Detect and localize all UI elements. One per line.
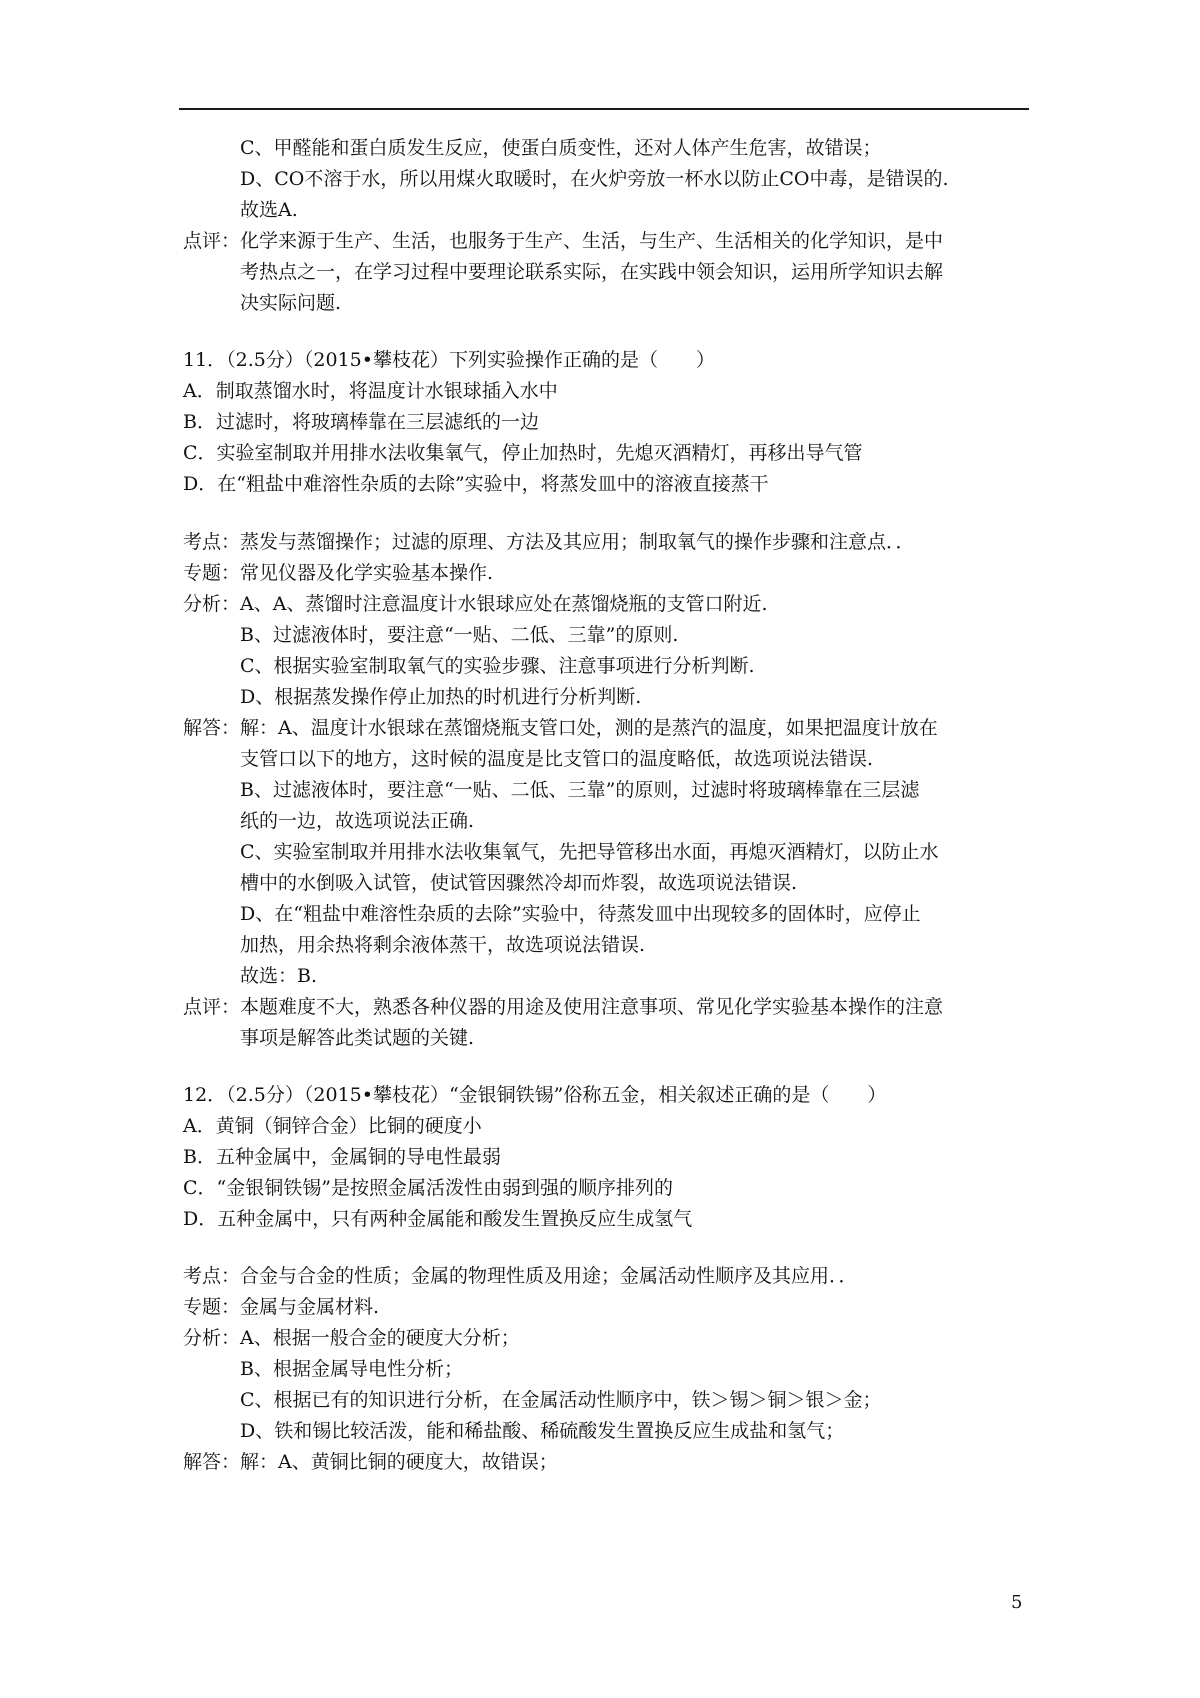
- exam-point-line: 考点：合金与合金的性质；金属的物理性质及用途；金属活动性顺序及其应用．．: [183, 1265, 858, 1287]
- answer-line: 解答：解：A、温度计水银球在蒸馏烧瓶支管口处，测的是蒸汽的温度，如果把温度计放在: [183, 717, 938, 739]
- question-option: A．黄铜（铜锌合金）比铜的硬度小: [183, 1115, 482, 1137]
- text-line: D、在“粗盐中难溶性杂质的去除”实验中，待蒸发皿中出现较多的固体时，应停止: [240, 903, 921, 925]
- text-line: D、铁和锡比较活泼，能和稀盐酸、稀硫酸发生置换反应生成盐和氢气；: [240, 1420, 845, 1442]
- text-line: 决实际问题.: [240, 292, 342, 314]
- text-line: 事项是解答此类试题的关键.: [240, 1027, 475, 1049]
- header-rule: [179, 108, 1029, 110]
- text-line: 考热点之一，在学习过程中要理论联系实际，在实践中领会知识，运用所学知识去解: [240, 261, 944, 283]
- text-line: 支管口以下的地方，这时候的温度是比支管口的温度略低，故选项说法错误.: [240, 748, 874, 770]
- text-line: B、过滤液体时，要注意“一贴、二低、三靠”的原则.: [240, 624, 679, 646]
- text-line: 纸的一边，故选项说法正确.: [240, 810, 475, 832]
- text-line: 故选：B.: [240, 965, 318, 987]
- question-option: D．在“粗盐中难溶性杂质的去除”实验中，将蒸发皿中的溶液直接蒸干: [183, 473, 769, 495]
- question-title: 11．（2.5分）（2015•攀枝花）下列实验操作正确的是（ ）: [183, 349, 715, 371]
- page-number: 5: [1011, 1592, 1023, 1613]
- question-title: 12．（2.5分）（2015•攀枝花）“金银铜铁锡”俗称五金，相关叙述正确的是（ ）: [183, 1084, 887, 1106]
- question-option: B．过滤时，将玻璃棒靠在三层滤纸的一边: [183, 411, 539, 433]
- question-option: A．制取蒸馏水时，将温度计水银球插入水中: [183, 380, 558, 402]
- text-line: 槽中的水倒吸入试管，使试管因骤然冷却而炸裂，故选项说法错误.: [240, 872, 798, 894]
- analysis-line: 分析：A、根据一般合金的硬度大分析；: [183, 1327, 520, 1349]
- text-line: C、根据已有的知识进行分析，在金属活动性顺序中，铁＞锡＞铜＞银＞金；: [240, 1389, 882, 1411]
- text-line: C、实验室制取并用排水法收集氧气，先把导管移出水面，再熄灭酒精灯，以防止水: [240, 841, 939, 863]
- analysis-line: 分析：A、A、蒸馏时注意温度计水银球应处在蒸馏烧瓶的支管口附近.: [183, 593, 768, 615]
- answer-line: 解答：解：A、黄铜比铜的硬度大，故错误；: [183, 1451, 558, 1473]
- question-option: C．实验室制取并用排水法收集氧气，停止加热时，先熄灭酒精灯，再移出导气管: [183, 442, 863, 464]
- question-option: D．五种金属中，只有两种金属能和酸发生置换反应生成氢气: [183, 1208, 693, 1230]
- text-line: C、根据实验室制取氧气的实验步骤、注意事项进行分析判断.: [240, 655, 755, 677]
- review-line: 点评：本题难度不大，熟悉各种仪器的用途及使用注意事项、常见化学实验基本操作的注意: [183, 996, 944, 1018]
- text-line: 故选A.: [240, 199, 298, 221]
- review-line: 点评：化学来源于生产、生活，也服务于生产、生活，与生产、生活相关的化学知识，是中: [183, 230, 944, 252]
- topic-line: 专题：常见仪器及化学实验基本操作.: [183, 562, 494, 584]
- text-line: 加热，用余热将剩余液体蒸干，故选项说法错误.: [240, 934, 646, 956]
- text-line: B、根据金属导电性分析；: [240, 1358, 463, 1380]
- topic-line: 专题：金属与金属材料.: [183, 1296, 380, 1318]
- question-option: C．“金银铜铁锡”是按照金属活泼性由弱到强的顺序排列的: [183, 1177, 673, 1199]
- text-line: D、CO不溶于水，所以用煤火取暖时，在火炉旁放一杯水以防止CO中毒，是错误的.: [240, 168, 949, 190]
- exam-point-line: 考点：蒸发与蒸馏操作；过滤的原理、方法及其应用；制取氧气的操作步骤和注意点．．: [183, 531, 915, 553]
- text-line: B、过滤液体时，要注意“一贴、二低、三靠”的原则，过滤时将玻璃棒靠在三层滤: [240, 779, 920, 801]
- question-option: B．五种金属中，金属铜的导电性最弱: [183, 1146, 501, 1168]
- text-line: C、甲醛能和蛋白质发生反应，使蛋白质变性，还对人体产生危害，故错误；: [240, 137, 882, 159]
- text-line: D、根据蒸发操作停止加热的时机进行分析判断.: [240, 686, 642, 708]
